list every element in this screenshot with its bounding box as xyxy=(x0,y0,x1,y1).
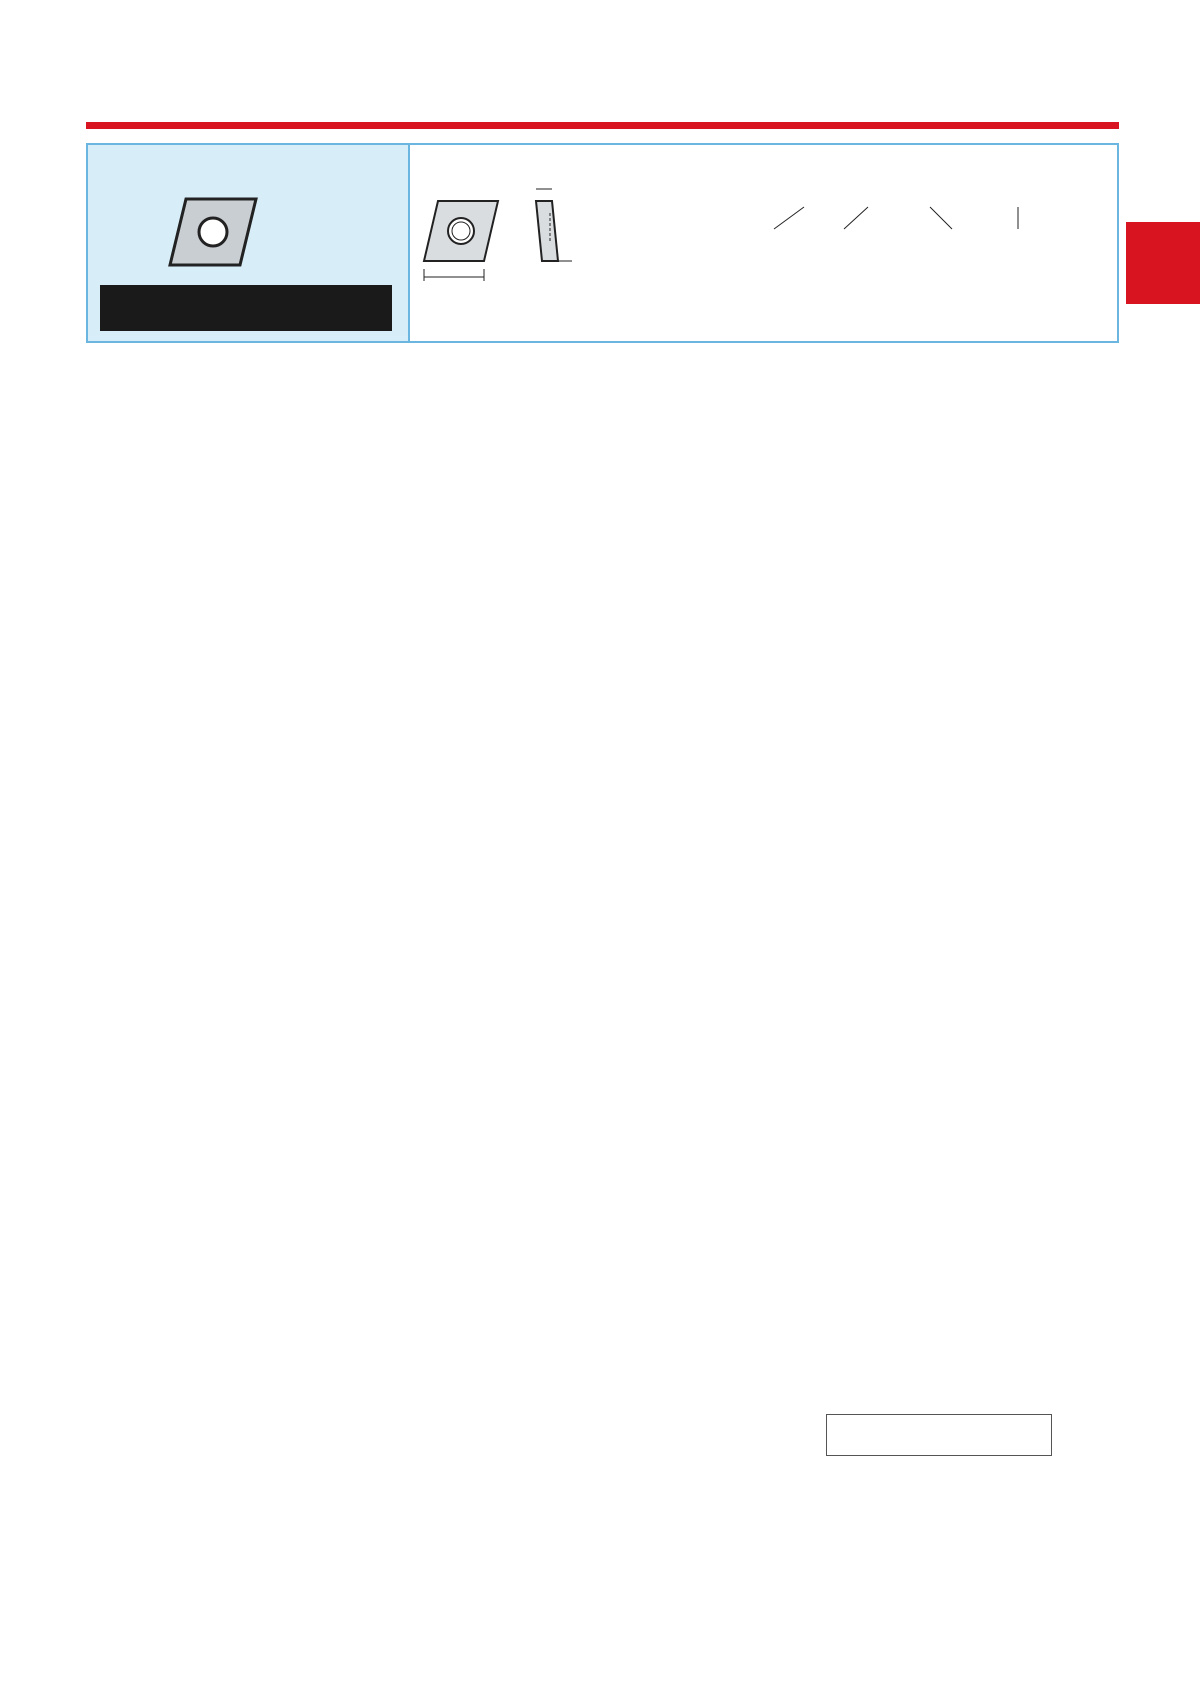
insert-header xyxy=(86,143,1119,343)
chapter-tab[interactable] xyxy=(1126,222,1200,304)
insert-code xyxy=(100,285,392,331)
top-red-rule xyxy=(86,122,1119,129)
stock-legend xyxy=(826,1414,1052,1456)
insert-dimension-diagram xyxy=(418,173,618,303)
header-left-panel xyxy=(88,145,410,341)
model-leader-lines xyxy=(678,205,1078,235)
insert-shape-icon xyxy=(168,193,258,273)
